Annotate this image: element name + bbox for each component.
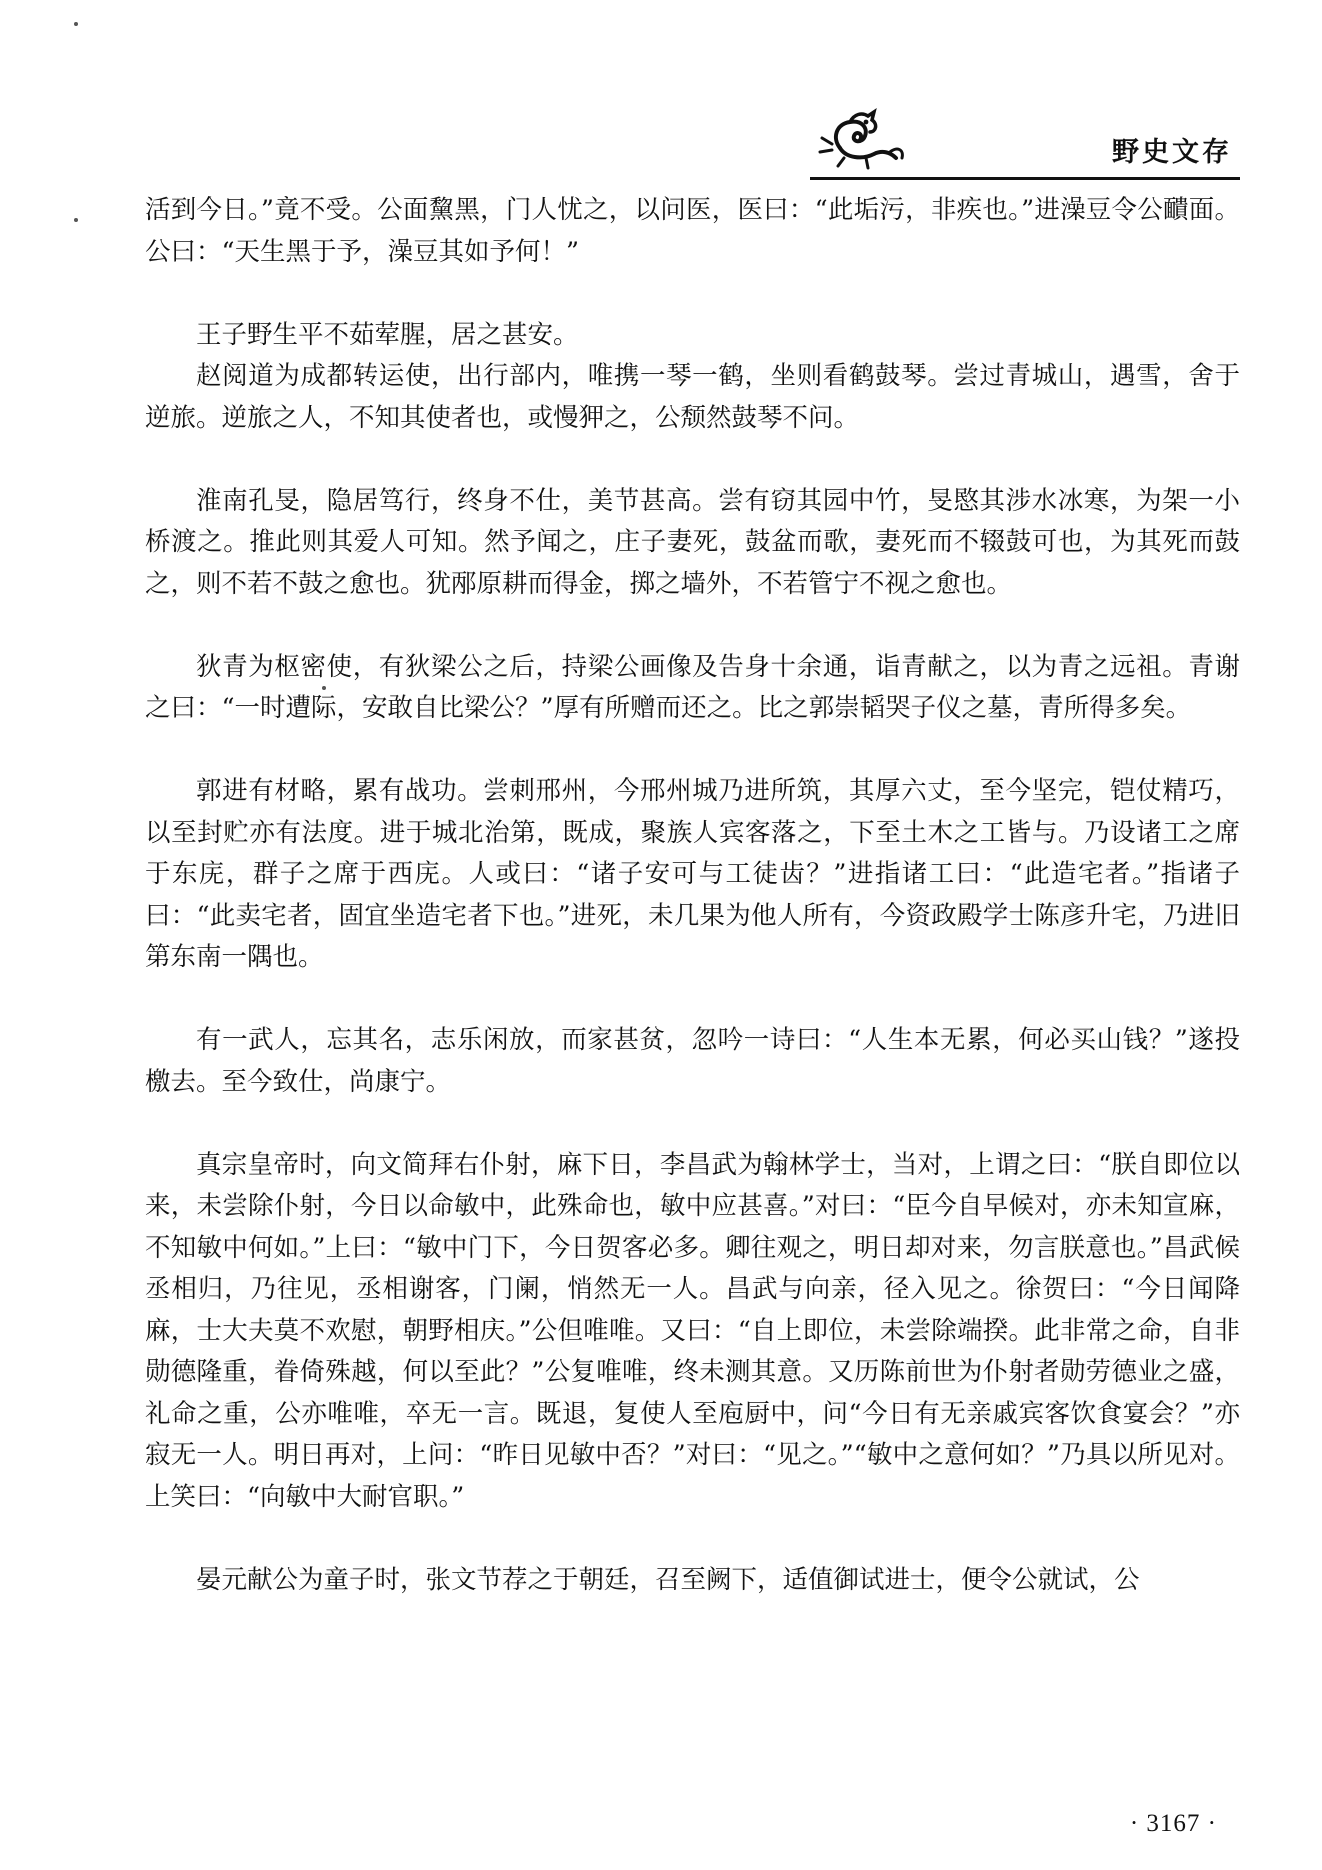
header-rule	[810, 177, 1240, 180]
paragraph: 真宗皇帝时，向文简拜右仆射，麻下日，李昌武为翰林学士，当对，上谓之曰：“朕自即位以来，未尝除仆射，今日以命敏中，此殊命也，敏中应甚喜。”对曰：“臣今自早候对，亦未知宣麻，不知敏中何如。”上曰：“敏中门下，今日贺客必多。卿往观之，明日却对来，勿言朕意也。”昌武候丞相归，乃往见，丞相谢客，门阑，悄然无一人。昌武与向亲，径入见之。徐贺曰：“今日闻降麻，士大夫莫不欢慰，朝野相庆。”公但唯唯。又曰：“自上即位，未尝除端揆。此非常之命，自非勋德隆重，眷倚殊越，何以至此？”公复唯唯，终未测其意。又历陈前世为仆射者勋劳德业之盛，礼命之重，公亦唯唯，卒无一言。既退，复使人至庖厨中，问“今日有无亲戚宾客饮食宴会？”亦寂无一人。明日再对，上问：“昨日见敏中否？”对曰：“见之。”“敏中之意何如？”乃具以所见对。上笑曰：“向敏中大耐官职。”	[145, 1149, 1240, 1512]
paragraph: 赵阅道为成都转运使，出行部内，唯携一琴一鹤，坐则看鹤鼓琴。尝过青城山，遇雪，舍于逆旅。逆旅之人，不知其使者也，或慢狎之，公颓然鼓琴不问。	[145, 361, 1240, 433]
paragraph: 活到今日。”竟不受。公面黧黑，门人忧之，以问医，医曰：“此垢污，非疾也。”进澡豆令公靧面。公曰：“天生黑于予，澡豆其如予何！”	[145, 195, 1240, 267]
paragraph: 狄青为枢密使，有狄梁公之后，持梁公画像及告身十余通，诣青献之，以为青之远祖。青谢之曰：“一时遭际，安敢自比梁公？”厚有所赠而还之。比之郭崇韬哭子仪之墓，青所得多矣。	[145, 651, 1240, 723]
page-header	[145, 100, 1240, 180]
dragon-logo-icon	[810, 108, 910, 172]
paragraph: 晏元献公为童子时，张文节荐之于朝廷，召至阙下，适值御试进士，便令公就试，公	[196, 1564, 1140, 1595]
page-body	[145, 190, 1240, 1601]
paragraph: 有一武人，忘其名，志乐闲放，而家甚贫，忽吟一诗曰：“人生本无累，何必买山钱？”遂投檄去。至今致仕，尚康宁。	[145, 1025, 1240, 1097]
paragraph: 淮南孔旻，隐居笃行，终身不仕，美节甚高。尝有窃其园中竹，旻愍其涉水冰寒，为架一小桥渡之。推此则其爱人可知。然予闻之，庄子妻死，鼓盆而歌，妻死而不辍鼓可也，为其死而鼓之，则不若不鼓之愈也。犹邴原耕而得金，掷之墙外，不若管宁不视之愈也。	[145, 485, 1240, 599]
scan-speck	[74, 218, 78, 222]
page-number: · 3167 ·	[1129, 1810, 1217, 1837]
paragraph: 郭进有材略，累有战功。尝刺邢州，今邢州城乃进所筑，其厚六丈，至今坚完，铠仗精巧，以至封贮亦有法度。进于城北治第，既成，聚族人宾客落之，下至土木之工皆与。乃设诸工之席于东庑，群子之席于西庑。人或曰：“诸子安可与工徒齿？”进指诸工曰：“此造宅者。”指诸子曰：“此卖宅者，固宜坐造宅者下也。”进死，未几果为他人所有，今资政殿学士陈彦升宅，乃进旧第东南一隅也。	[145, 776, 1240, 972]
scan-speck	[74, 22, 78, 26]
paragraph: 王子野生平不茹荤腥，居之甚安。	[196, 319, 579, 350]
scan-speck	[322, 686, 326, 690]
header-title: 野史文存	[1112, 137, 1232, 168]
